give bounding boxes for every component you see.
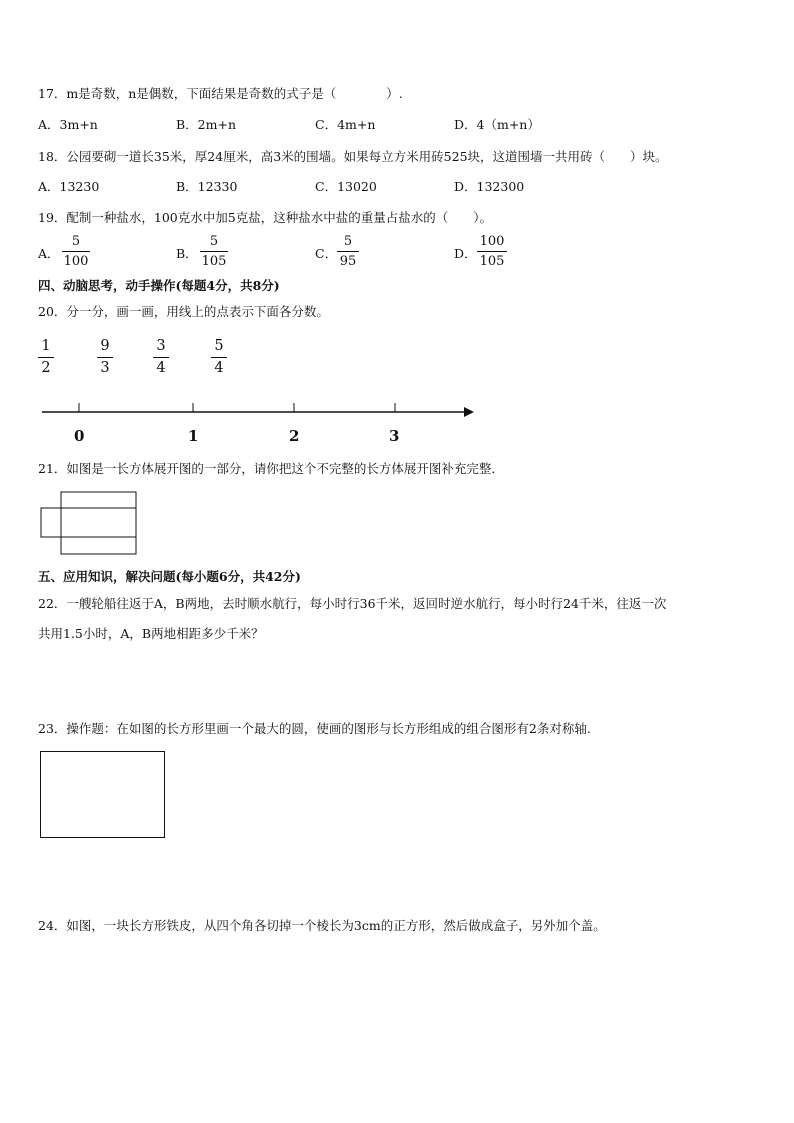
- number-line-arrow: [464, 407, 474, 417]
- denominator: 4: [156, 359, 166, 376]
- net-side-face: [41, 508, 61, 537]
- question-21-text: 21．如图是一长方体展开图的一部分，请你把这个不完整的长方体展开图补充完整．: [38, 461, 504, 476]
- q19-option-b-fraction: [200, 235, 228, 268]
- net-outer-rect: [61, 492, 136, 554]
- section-5-heading: 五、应用知识，解决问题(每小题6分，共42分): [38, 569, 301, 584]
- question-22-line-2: 共用1.5小时，A，B两地相距多少千米？: [38, 626, 264, 641]
- question-17-text: 17．m是奇数，n是偶数，下面结果是奇数的式子是（ ）.: [38, 86, 403, 101]
- axis-label-2: 2: [289, 427, 300, 445]
- denominator: 100: [63, 254, 89, 269]
- numerator: 3: [156, 338, 166, 354]
- q20-fraction-1: [38, 339, 54, 375]
- q19-option-b-letter: B．: [176, 246, 198, 261]
- fraction-bar: [153, 357, 169, 358]
- denominator: 2: [41, 359, 51, 376]
- question-24-text: 24．如图，一块长方形铁皮，从四个角各切掉一个棱长为3cm的正方形，然后做成盒子，另外加个盖。: [38, 918, 606, 933]
- q17-option-a: A．3m+n: [38, 117, 98, 132]
- q19-option-a-letter: A．: [38, 246, 60, 261]
- denominator: 105: [201, 254, 227, 269]
- question-18-text: 18．公园要砌一道长35米，厚24厘米，高3米的围墙。如果每立方米用砖525块，这道围墙一共用砖（ ）块。: [38, 149, 668, 164]
- denominator: 4: [214, 359, 224, 376]
- q19-option-c-fraction: [337, 235, 359, 268]
- q19-option-a-fraction: [62, 235, 90, 268]
- axis-label-3: 3: [389, 427, 400, 445]
- cuboid-net-figure: [40, 490, 140, 556]
- q18-option-d: D．132300: [454, 179, 525, 194]
- numerator: 5: [214, 338, 224, 354]
- axis-label-0: 0: [74, 427, 85, 445]
- q20-fraction-4: [211, 339, 227, 375]
- denominator: 3: [100, 359, 110, 376]
- number-line: [38, 398, 478, 422]
- axis-label-1: 1: [188, 427, 199, 445]
- numerator: 100: [479, 234, 505, 249]
- question-23-text: 23．操作题：在如图的长方形里画一个最大的圆，使画的图形与长方形组成的组合图形有2条对称轴.: [38, 721, 591, 736]
- q17-option-d: D．4（m+n）: [454, 117, 540, 132]
- numerator: 1: [41, 338, 51, 354]
- q19-option-c-letter: C．: [315, 246, 338, 261]
- question-20-text: 20．分一分，画一画，用线上的点表示下面各分数。: [38, 304, 329, 319]
- q19-option-d-fraction: [477, 235, 507, 268]
- fraction-bar: [477, 251, 507, 252]
- fraction-bar: [62, 251, 90, 252]
- section-4-heading: 四、动脑思考，动手操作(每题4分，共8分): [38, 278, 280, 293]
- question-19-text: 19．配制一种盐水，100克水中加5克盐，这种盐水中盐的重量占盐水的（ ）。: [38, 210, 492, 225]
- q18-option-b: B．12330: [176, 179, 238, 194]
- fraction-bar: [200, 251, 228, 252]
- question-22-line-1: 22．一艘轮船往返于A，B两地，去时顺水航行，每小时行36千米，返回时逆水航行，每小时行24千米，往返一次: [38, 596, 667, 611]
- q17-option-c: C．4m+n: [315, 117, 376, 132]
- q18-option-c: C．13020: [315, 179, 377, 194]
- numerator: 9: [100, 338, 110, 354]
- denominator: 105: [479, 254, 505, 269]
- denominator: 95: [339, 254, 357, 269]
- numerator: 5: [71, 234, 81, 249]
- fraction-bar: [97, 357, 113, 358]
- fraction-bar: [211, 357, 227, 358]
- q17-option-b: B．2m+n: [176, 117, 237, 132]
- q19-option-d-letter: D．: [454, 246, 477, 261]
- numerator: 5: [209, 234, 219, 249]
- fraction-bar: [337, 251, 359, 252]
- numerator: 5: [343, 234, 353, 249]
- q20-fraction-2: [97, 339, 113, 375]
- fraction-bar: [38, 357, 54, 358]
- rectangle-figure: [40, 751, 165, 838]
- q18-option-a: A．13230: [38, 179, 100, 194]
- q20-fraction-3: [153, 339, 169, 375]
